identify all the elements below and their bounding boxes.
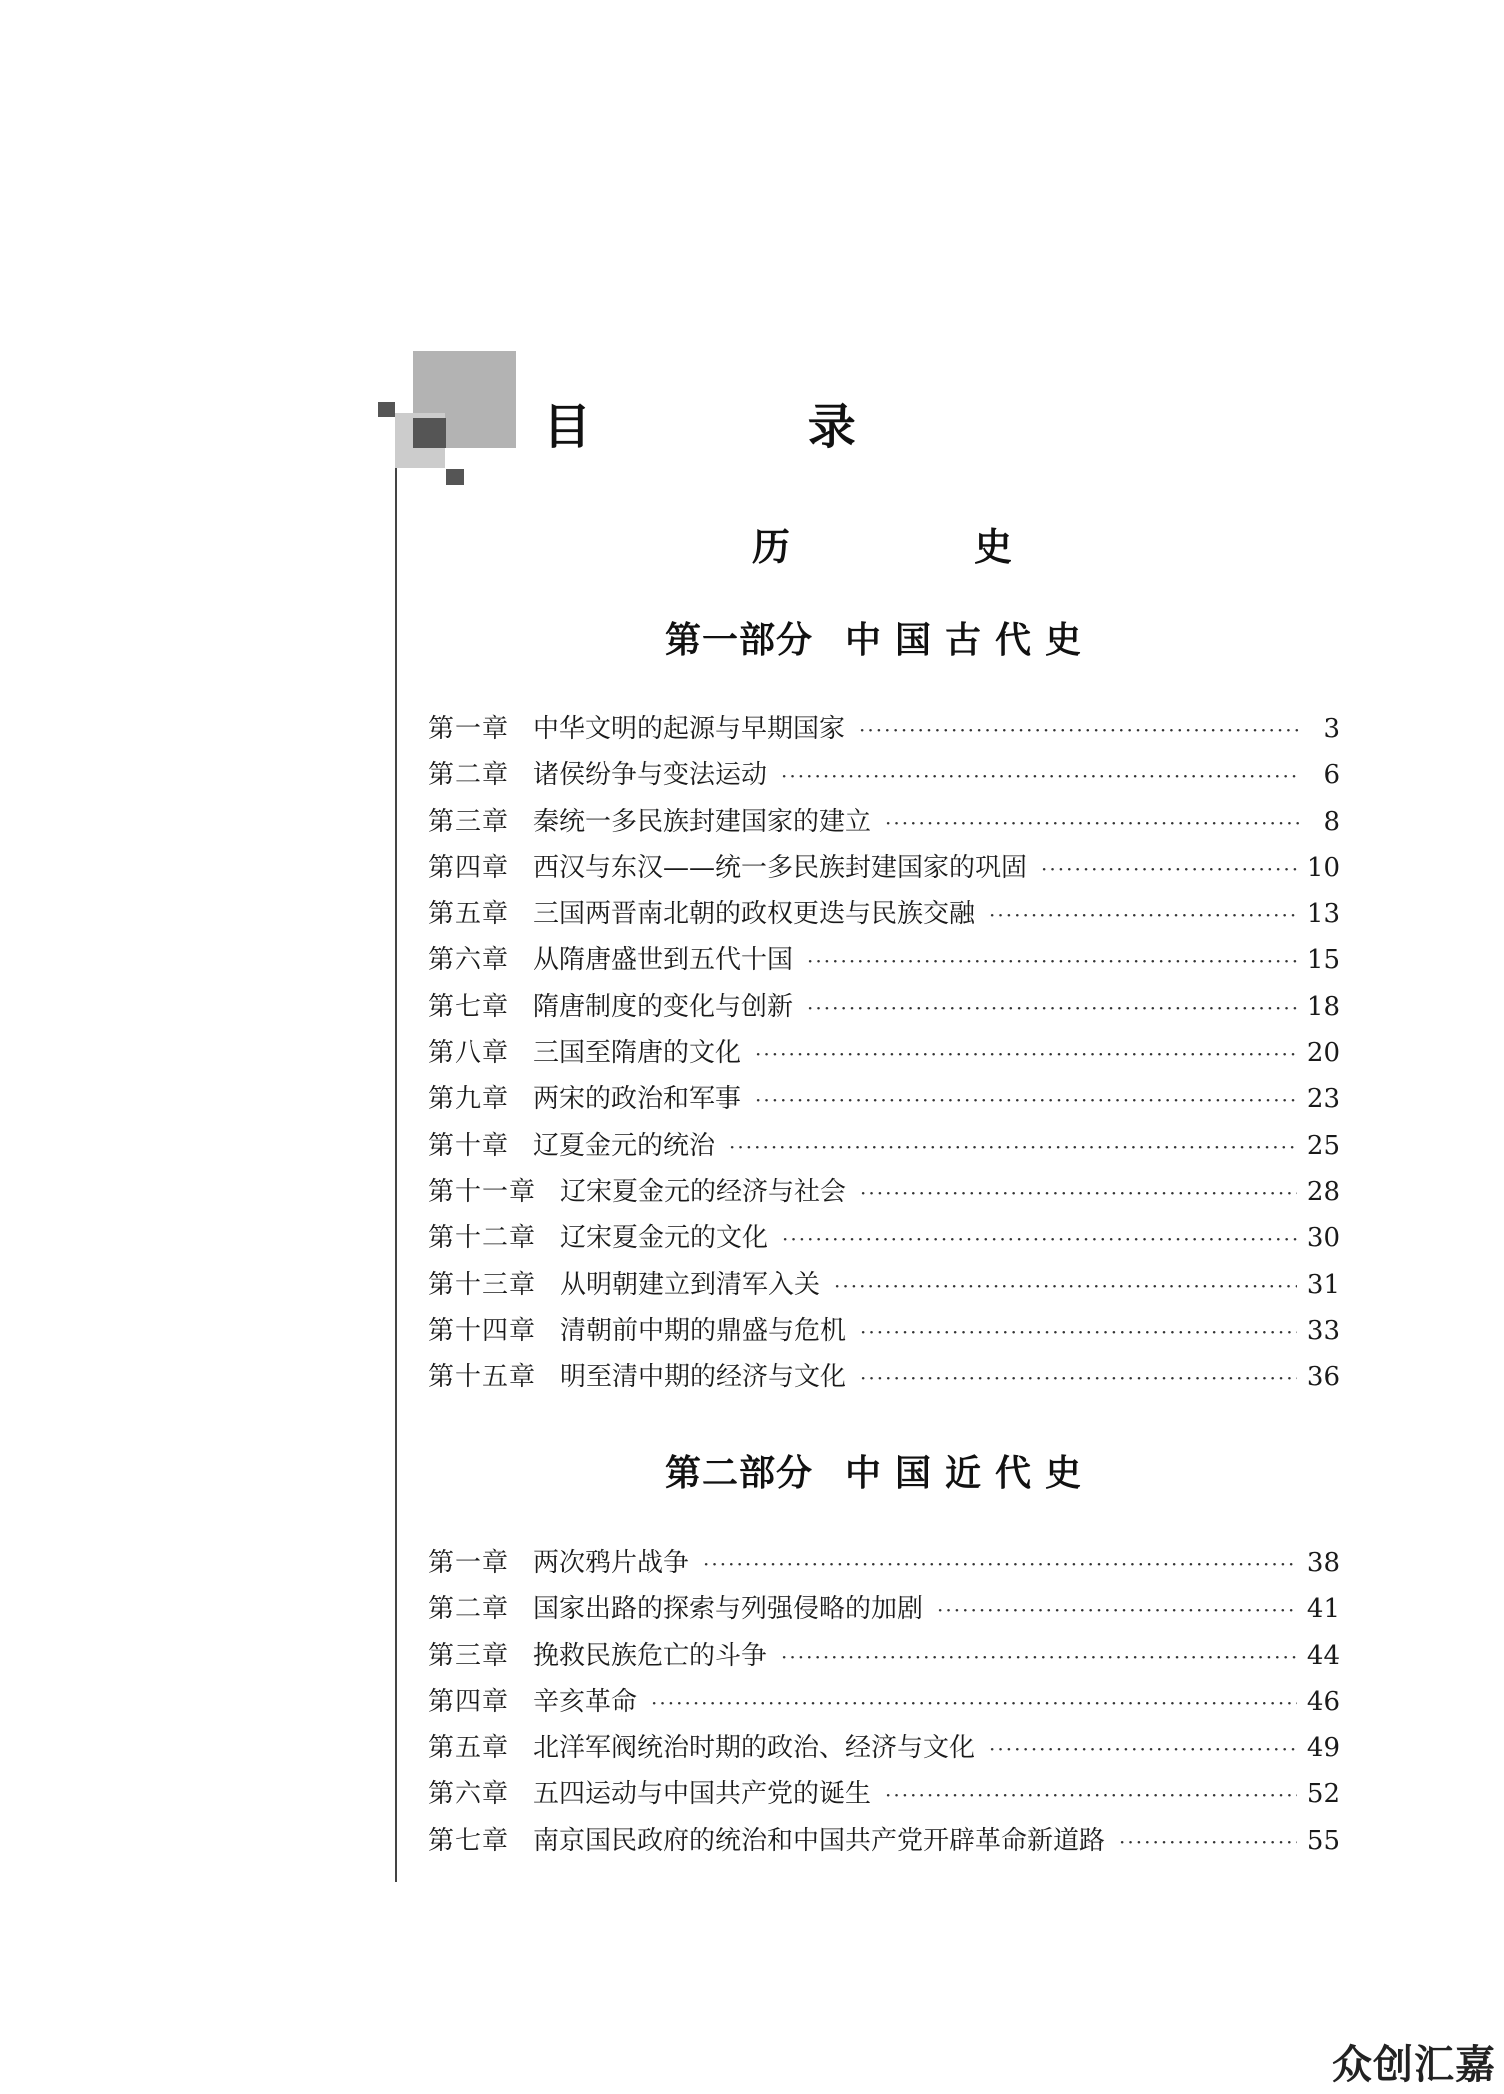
chapter-title: 三国至隋唐的文化 [533,1038,742,1069]
chapter-title: 从隋唐盛世到五代十国 [533,945,794,976]
dot-leader [781,753,1300,799]
page-number: 38 [1306,1548,1340,1578]
dot-leader [755,1077,1297,1123]
toc-entry[interactable] [428,1262,1340,1308]
chapter-number: 第五章 [428,1733,510,1764]
chapter-title: 两次鸦片战争 [533,1548,690,1578]
dot-leader [885,1772,1297,1818]
chapter-number: 第七章 [428,1825,510,1856]
chapter-title: 明至清中期的经济与文化 [560,1362,847,1393]
dot-leader [703,1541,1297,1587]
page-number: 13 [1306,899,1340,930]
page-number: 41 [1306,1594,1340,1625]
page-title: 目 录 [543,399,956,455]
chapter-title: 从明朝建立到清军入关 [560,1269,821,1300]
chapter-title: 清朝前中期的鼎盛与危机 [560,1315,847,1346]
chapter-title: 三国两晋南北朝的政权更迭与民族交融 [533,899,976,930]
toc-entry[interactable] [428,1030,1340,1076]
watermark-logo: 众创汇嘉 [1332,2042,1496,2088]
toc-entry[interactable] [428,1354,1340,1400]
page-number: 8 [1323,806,1340,837]
chapter-title: 两宋的政治和军事 [533,1084,742,1115]
toc-entry[interactable] [428,1771,1340,1817]
toc-entry[interactable] [428,1540,1340,1586]
page-number: 15 [1306,945,1340,976]
chapter-title: 挽救民族危亡的斗争 [533,1640,768,1671]
chapter-number: 第十五章 [428,1362,537,1393]
page-number: 25 [1306,1130,1340,1161]
part-number: 第二部分 [665,1453,814,1494]
chapter-number: 第三章 [428,1640,510,1671]
dot-leader [937,1587,1297,1633]
toc-entry[interactable] [428,1679,1340,1725]
dot-leader [989,892,1297,938]
toc-entry[interactable] [428,1308,1340,1354]
dot-leader [834,1263,1297,1309]
toc-entry[interactable] [428,984,1340,1030]
chapter-number: 第十四章 [428,1315,537,1346]
toc-entry[interactable] [428,1818,1340,1864]
page-number: 52 [1306,1779,1340,1810]
dot-leader [781,1634,1297,1680]
subject-char-1: 历 [752,525,791,569]
chapter-title: 五四运动与中国共产党的诞生 [533,1779,872,1810]
chapter-number: 第六章 [428,945,510,976]
chapter-title: 南京国民政府的统治和中国共产党开辟革命新道路 [533,1825,1106,1856]
toc-entry[interactable] [428,1215,1340,1261]
dot-leader [651,1680,1297,1726]
chapter-number: 第七章 [428,991,510,1022]
part-heading [665,1445,1115,1496]
part-name: 中国近代史 [845,1453,1096,1494]
chapter-title: 辽夏金元的统治 [533,1130,716,1161]
dot-leader [860,1309,1297,1355]
toc-entry[interactable] [428,1076,1340,1122]
part-number: 第一部分 [665,620,814,661]
dot-leader [860,1170,1297,1216]
dot-leader [860,1355,1297,1401]
part-name: 中国古代史 [845,620,1096,661]
subject-heading [752,516,1012,571]
chapter-title: 秦统一多民族封建国家的建立 [533,806,872,837]
chapter-title: 诸侯纷争与变法运动 [533,760,768,791]
dot-leader [807,938,1297,984]
chapter-number: 第六章 [428,1779,510,1810]
page-number: 46 [1306,1686,1340,1717]
dot-leader [1119,1819,1297,1865]
chapter-title: 辽宋夏金元的经济与社会 [560,1176,847,1207]
chapter-title: 辛亥革命 [533,1686,638,1717]
chapter-number: 第十章 [428,1130,510,1161]
chapter-number: 第十二章 [428,1223,537,1254]
chapter-number: 第八章 [428,1038,510,1069]
chapter-title: 国家出路的探索与列强侵略的加剧 [533,1594,924,1625]
page-number: 3 [1323,714,1340,744]
toc-list-part-1 [428,706,1340,1400]
toc-entry[interactable] [428,937,1340,983]
chapter-number: 第三章 [428,806,510,837]
dot-leader [859,707,1300,753]
decor-square-small-bottom [446,469,464,485]
chapter-number: 第四章 [428,852,510,883]
dot-leader [885,800,1300,846]
toc-entry[interactable] [428,1169,1340,1215]
dot-leader [989,1726,1297,1772]
dot-leader [1041,846,1297,892]
chapter-title: 北洋军阀统治时期的政治、经济与文化 [533,1733,976,1764]
toc-entry[interactable] [428,752,1340,798]
toc-list-part-2 [428,1540,1340,1864]
chapter-title: 中华文明的起源与早期国家 [533,714,846,744]
chapter-number: 第九章 [428,1084,510,1115]
part-heading [665,612,1115,663]
page-number: 10 [1306,852,1340,883]
dot-leader [782,1216,1297,1262]
toc-entry[interactable] [428,1586,1340,1632]
chapter-title: 西汉与东汉——统一多民族封建国家的巩固 [533,852,1028,883]
decor-square-dark [413,418,446,448]
page-number: 31 [1306,1269,1340,1300]
chapter-title: 辽宋夏金元的文化 [560,1223,769,1254]
subject-char-2: 史 [973,525,1012,569]
page-number: 49 [1306,1733,1340,1764]
page-number: 18 [1306,991,1340,1022]
page-number: 55 [1306,1825,1340,1856]
page-number: 23 [1306,1084,1340,1115]
chapter-number: 第四章 [428,1686,510,1717]
chapter-number: 第五章 [428,899,510,930]
toc-entry[interactable] [428,1123,1340,1169]
toc-entry[interactable] [428,845,1340,891]
chapter-number: 第一章 [428,714,510,744]
page-number: 36 [1306,1362,1340,1393]
margin-rule [395,468,397,1882]
chapter-number: 第二章 [428,760,510,791]
dot-leader [807,985,1297,1031]
page-number: 6 [1323,760,1340,791]
dot-leader [755,1031,1297,1077]
page-number: 30 [1306,1223,1340,1254]
dot-leader [729,1124,1297,1170]
decor-square-small-left [378,402,395,417]
chapter-number: 第十三章 [428,1269,537,1300]
page-number: 44 [1306,1640,1340,1671]
toc-entry[interactable] [428,1725,1340,1771]
chapter-number: 第十一章 [428,1176,537,1207]
page-number: 33 [1306,1315,1340,1346]
toc-entry[interactable] [428,891,1340,937]
toc-entry[interactable] [428,799,1340,845]
toc-entry[interactable] [428,1633,1340,1679]
page-number: 28 [1306,1176,1340,1207]
toc-entry[interactable] [428,706,1340,752]
page-number: 20 [1306,1038,1340,1069]
chapter-number: 第一章 [428,1548,510,1578]
chapter-title: 隋唐制度的变化与创新 [533,991,794,1022]
chapter-number: 第二章 [428,1594,510,1625]
